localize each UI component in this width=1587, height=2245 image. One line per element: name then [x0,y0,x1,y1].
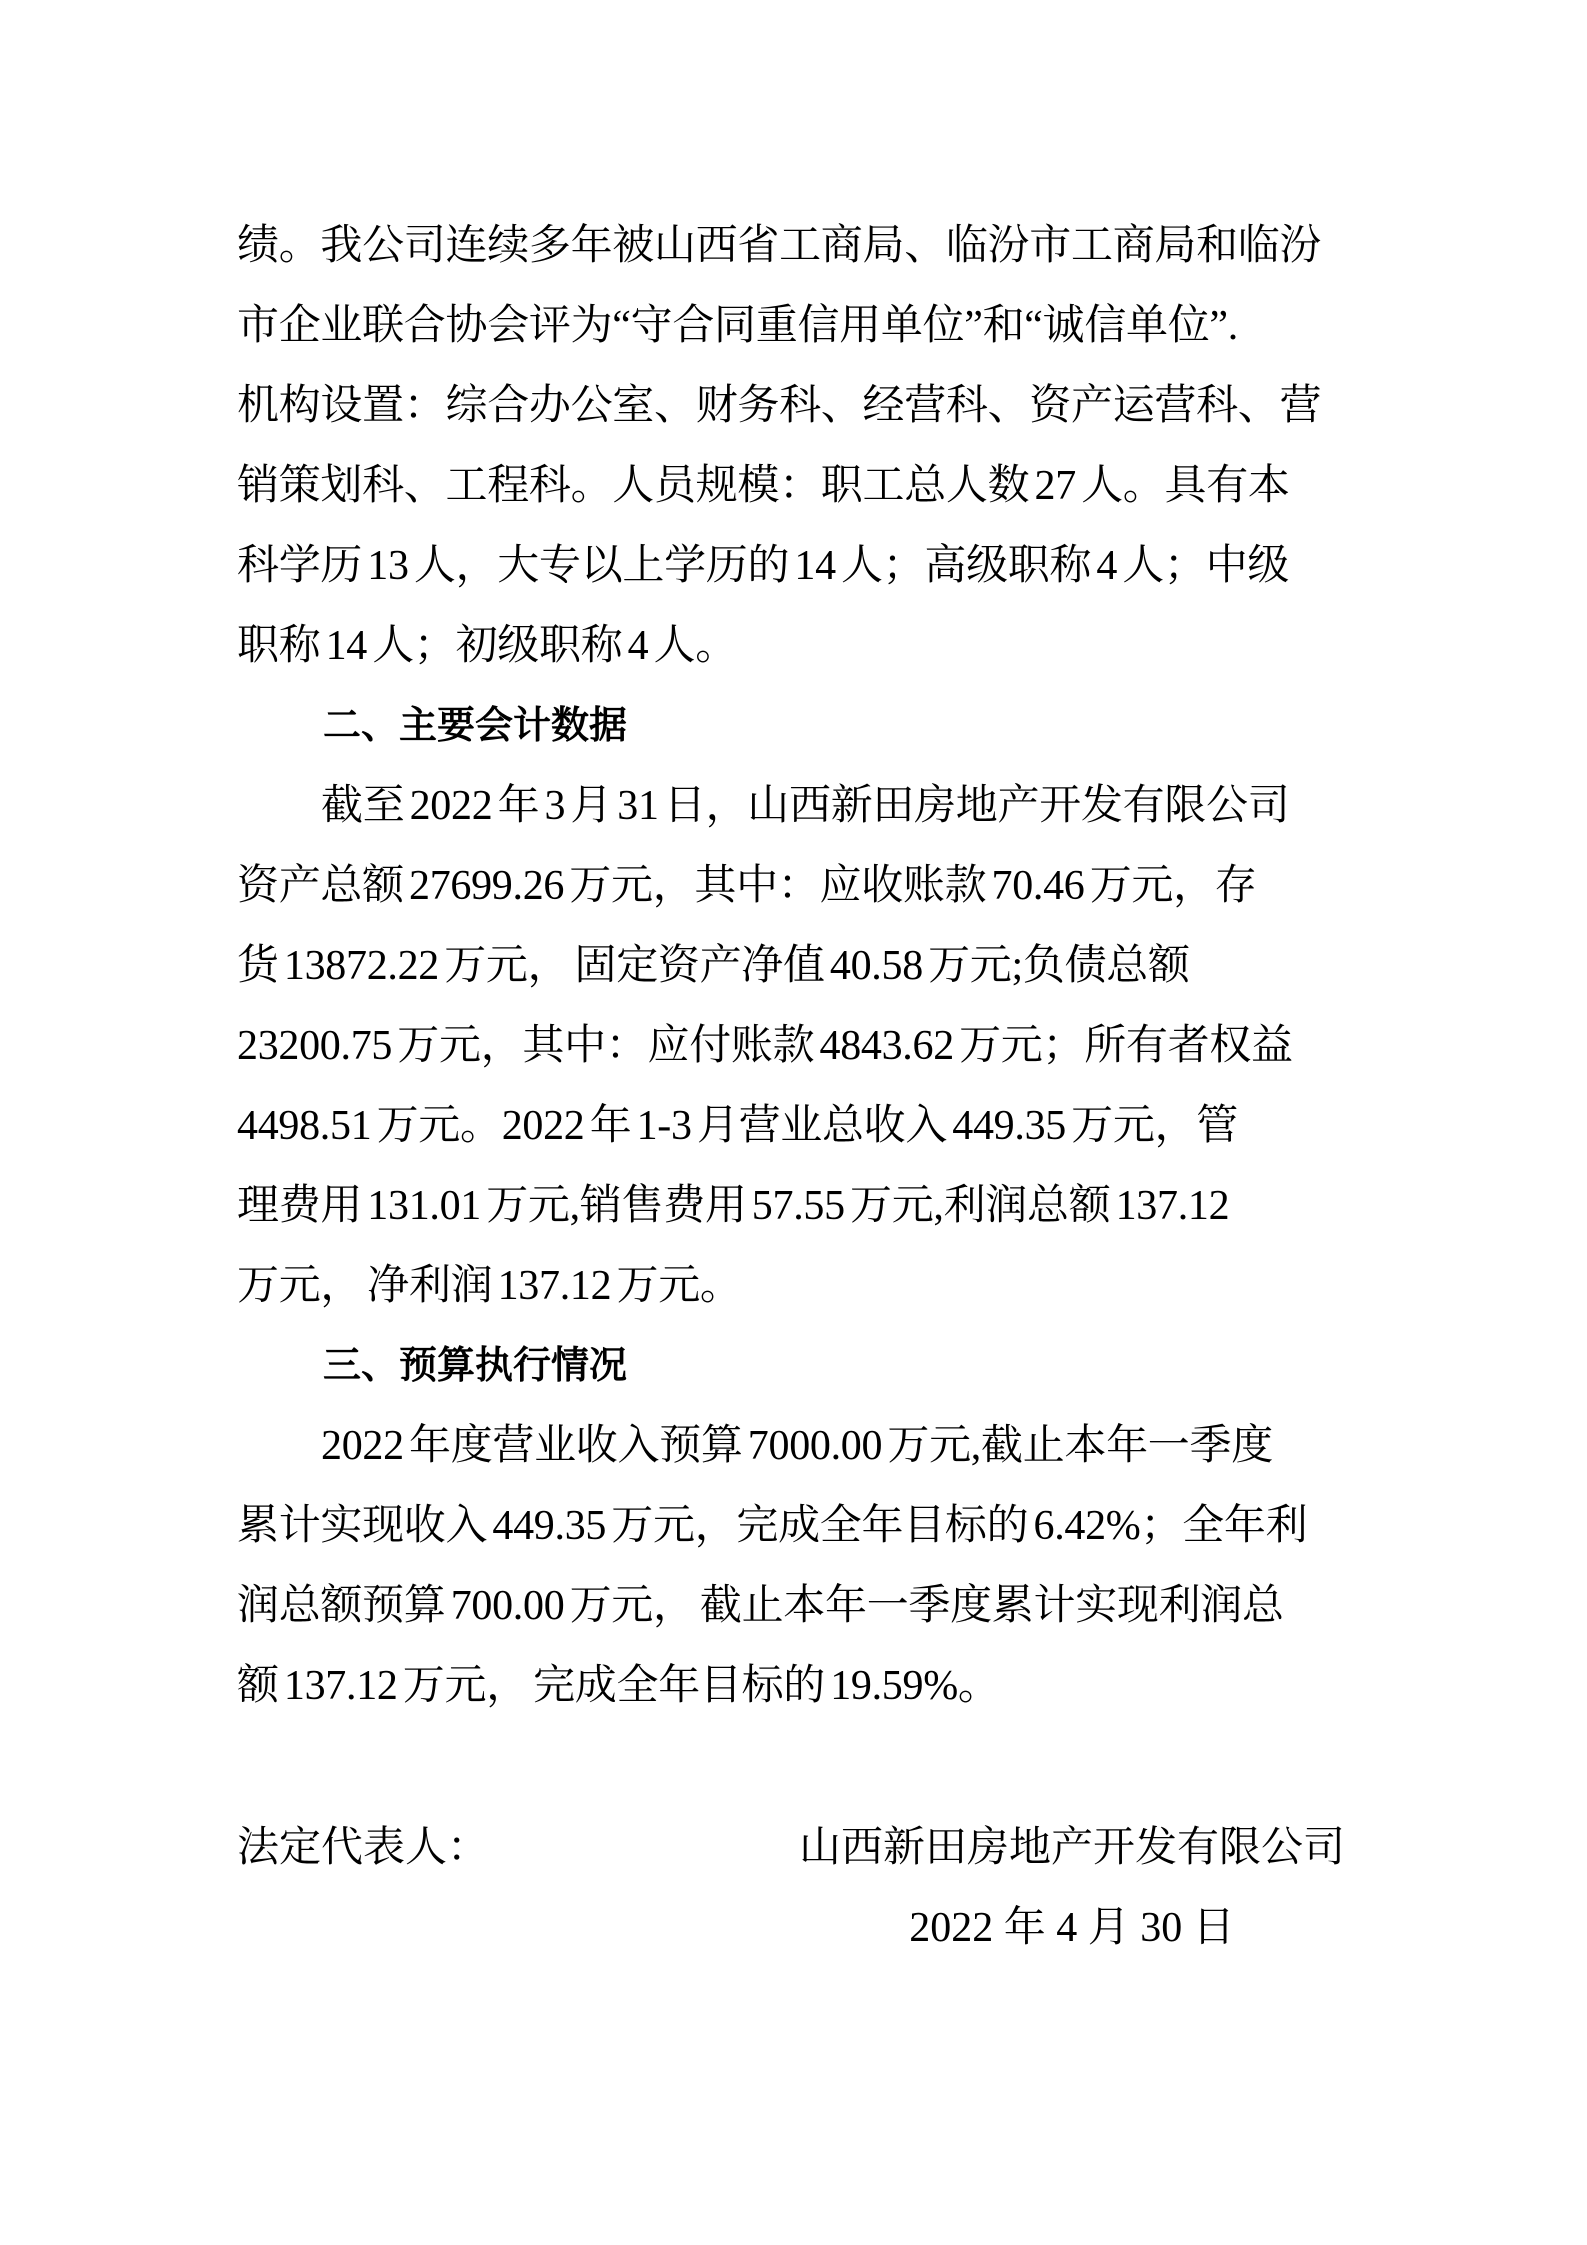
text-line: 累计实现收入 449.35 万元，完成全年目标的 6.42%；全年利 [237,1503,1308,1549]
text-line: 额 137.12 万元， 完成全年目标的 19.59%。 [237,1663,1000,1709]
legal-representative-label: 法定代表人： [237,1825,490,1871]
heading-main-accounting-data: 二、主要会计数据 [323,705,628,747]
text-line: 4498.51 万元。2022 年 1-3 月营业总收入 449.35 万元，管 [237,1103,1238,1149]
text-column [237,206,1345,1968]
paragraph-budget-execution [237,1406,1345,1726]
text-line: 2022 年度营业收入预算 7000.00 万元,截止本年一季度 [321,1423,1273,1469]
text-line: 资产总额 27699.26 万元，其中：应收账款 70.46 万元，存 [237,863,1257,909]
text-line: 机构设置：综合办公室、财务科、经营科、资产运营科、营 [237,383,1322,429]
text-line: 绩。我公司连续多年被山西省工商局、临汾市工商局和临汾 [237,223,1322,269]
signature-row [237,1808,1345,1888]
text-line: 截至 2022 年 3 月 31 日，山西新田房地产开发有限公司 [321,783,1290,829]
text-line: 润总额预算 700.00 万元， 截止本年一季度累计实现利润总 [237,1583,1284,1629]
text-line: 理费用 131.01 万元,销售费用 57.55 万元,利润总额 137.12 [237,1183,1230,1229]
text-line: 23200.75 万元，其中：应付账款 4843.62 万元；所有者权益 [237,1023,1293,1069]
text-line: 市企业联合协会评为“守合同重信用单位”和“诚信单位”. [237,303,1238,349]
text-line: 货 13872.22 万元， 固定资产净值 40.58 万元;负债总额 [237,943,1190,989]
paragraph-company-overview [237,206,1345,686]
report-date: 2022 年 4 月 30 日 [909,1905,1235,1951]
paragraph-accounting-data [237,766,1345,1326]
text-line: 万元， 净利润 137.12 万元。 [237,1263,742,1309]
text-line: 销策划科、工程科。人员规模：职工总人数 27 人。具有本 [237,463,1290,509]
text-line: 科学历 13 人，大专以上学历的 14 人；高级职称 4 人；中级 [237,543,1290,589]
company-name: 山西新田房地产开发有限公司 [799,1825,1346,1871]
heading-budget-execution: 三、预算执行情况 [323,1345,628,1387]
text-line: 职称 14 人；初级职称 4 人。 [237,623,737,669]
